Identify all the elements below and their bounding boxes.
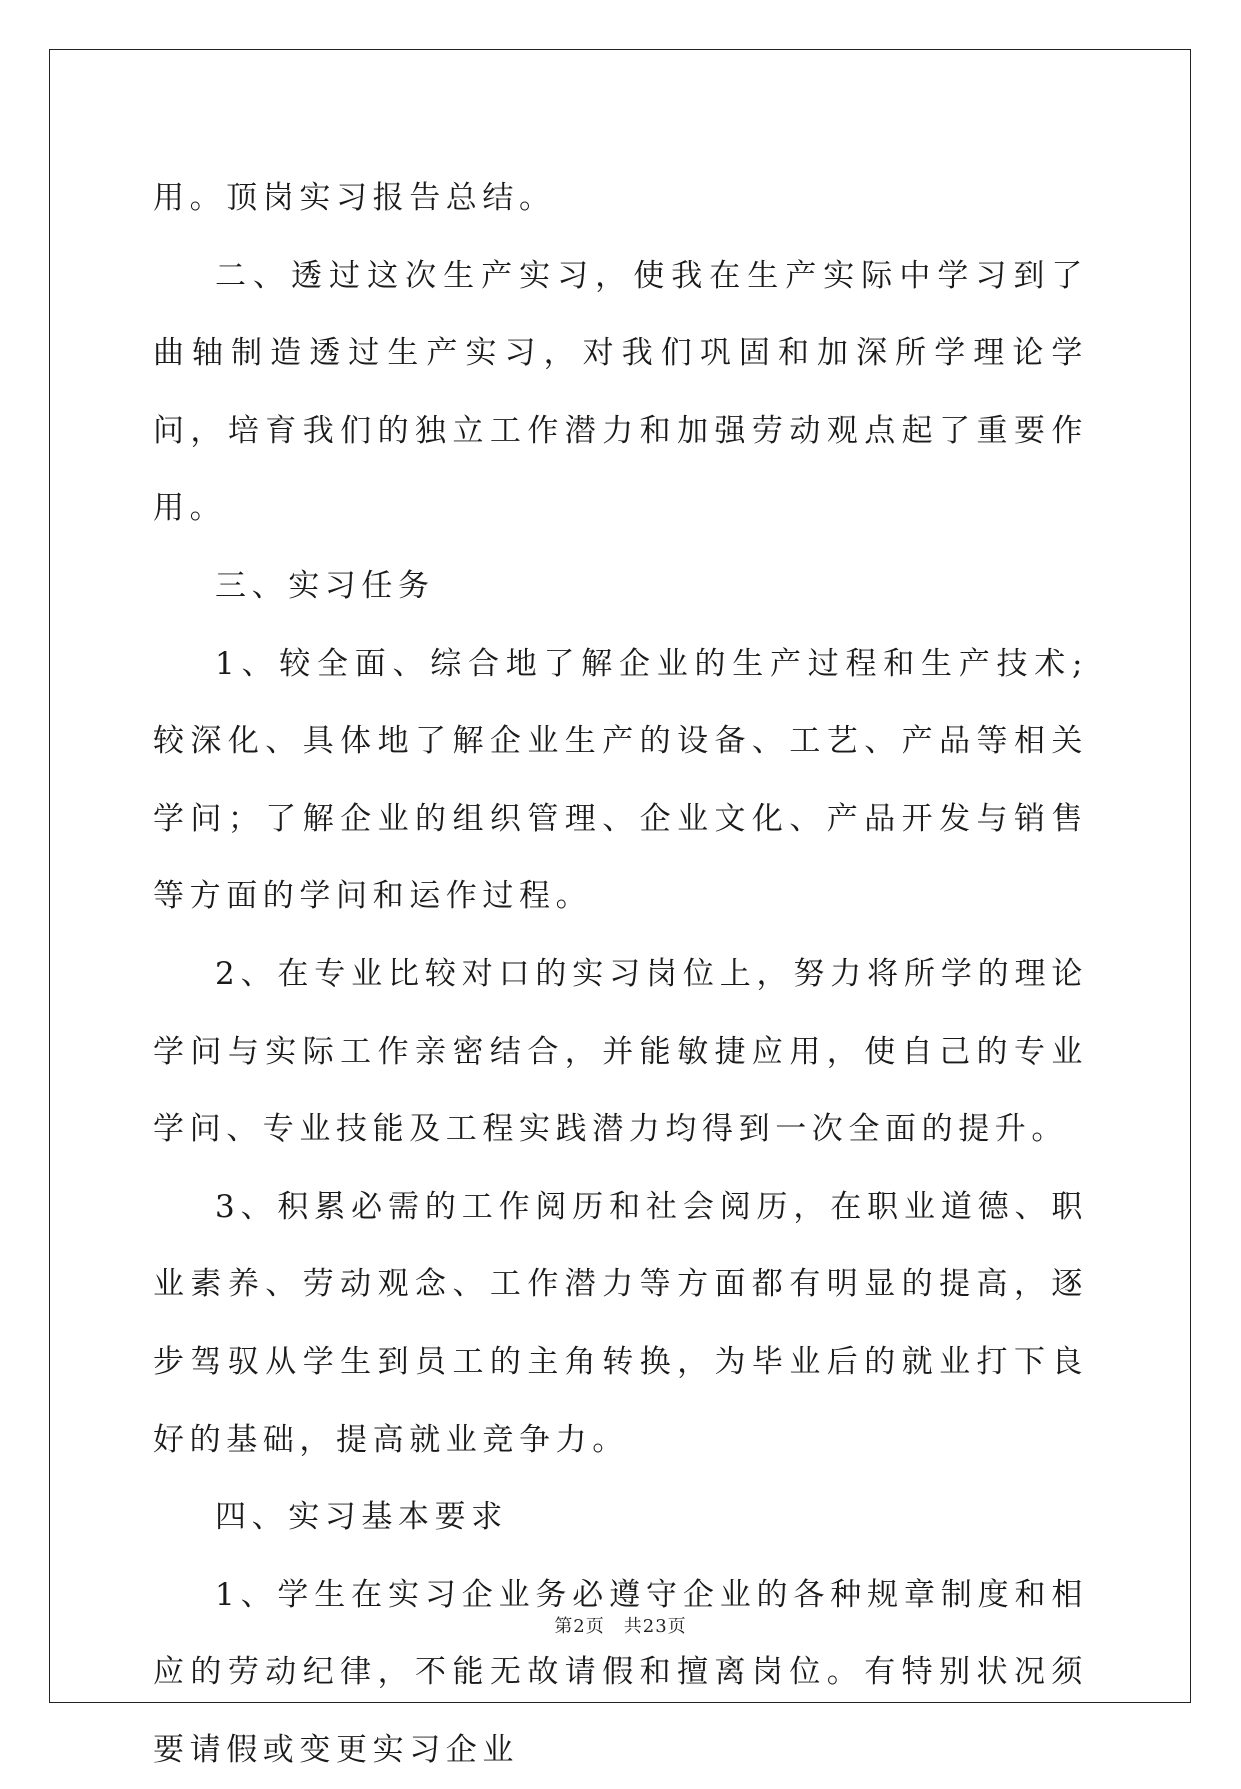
page-number-footer: 第2页 共23页 [554, 1616, 687, 1637]
section-heading-3: 三、实习任务 [215, 567, 435, 604]
paragraph-requirement-1: 1、学生在实习企业务必遵守企业的各种规章制度和相应的劳动纪律，不能无故请假和擅离岗位。有特别状况须要请假或变更实习企业 [153, 1576, 1088, 1768]
section-heading-4: 四、实习基本要求 [215, 1499, 508, 1536]
paragraph-1: 用。顶岗实习报告总结。 [153, 180, 556, 216]
paragraph-task-3: 3、积累必需的工作阅历和社会阅历，在职业道德、职业素养、劳动观念、工作潜力等方面都有明显的提高，逐步驾驭从学生到员工的主角转换，为毕业后的就业打下良好的基础，提高就业竞争力。 [153, 1188, 1088, 1458]
paragraph-task-1: 1、较全面、综合地了解企业的生产过程和生产技术;较深化、具体地了解企业生产的设备、工艺、产品等相关学问；了解企业的组织管理、企业文化、产品开发与销售等方面的学问和运作过程。 [153, 645, 1088, 915]
document-body [153, 160, 1088, 1789]
paragraph-2: 二、透过这次生产实习，使我在生产实际中学习到了曲轴制造透过生产实习，对我们巩固和加深所学理论学问，培育我们的独立工作潜力和加强劳动观点起了重要作用。 [153, 257, 1088, 527]
paragraph-task-2: 2、在专业比较对口的实习岗位上，努力将所学的理论学问与实际工作亲密结合，并能敏捷应用，使自己的专业学问、专业技能及工程实践潜力均得到一次全面的提升。 [153, 955, 1088, 1148]
